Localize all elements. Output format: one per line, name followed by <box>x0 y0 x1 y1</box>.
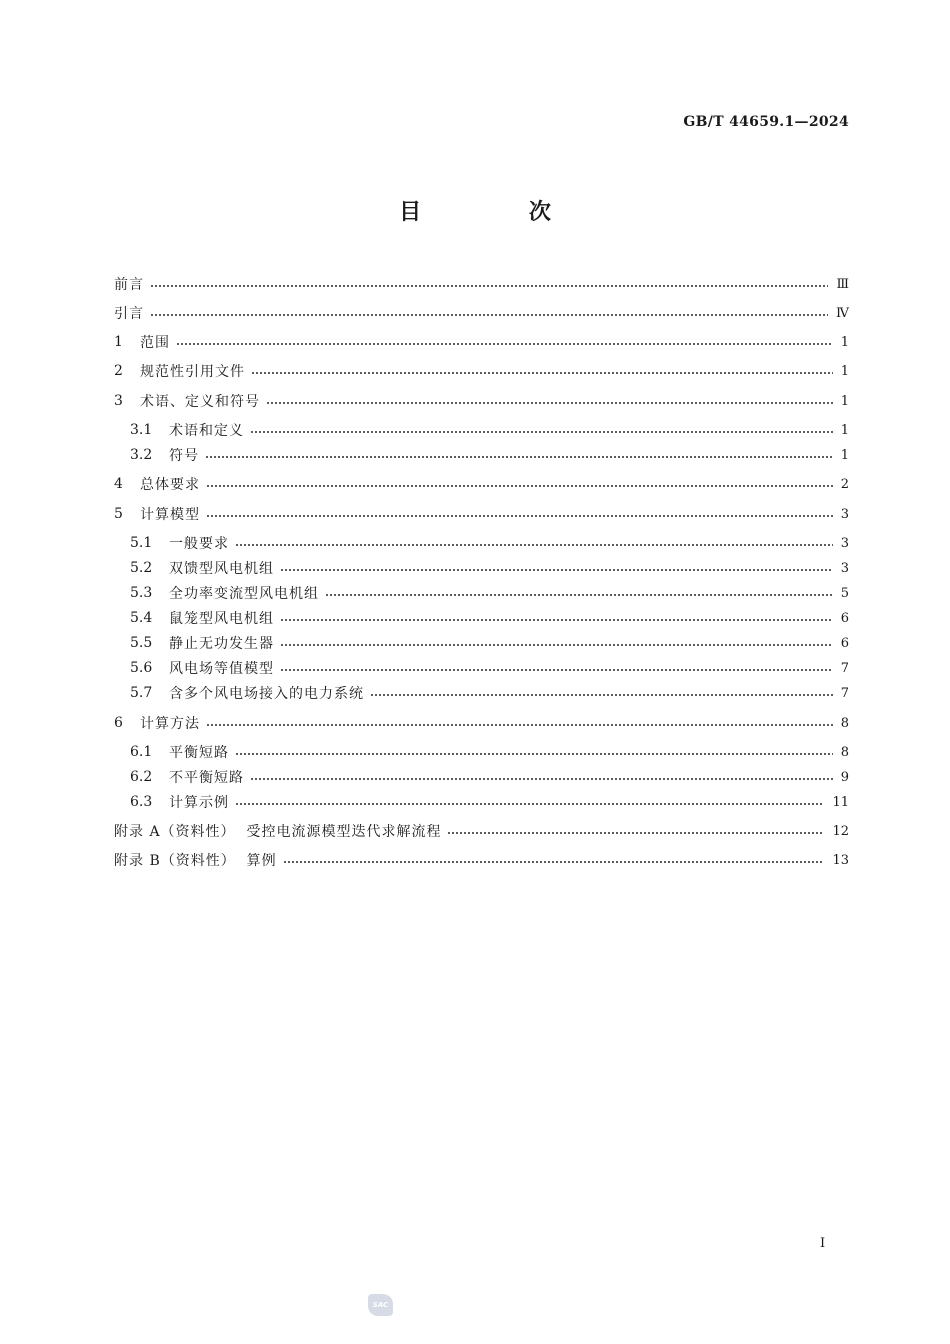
toc-entry-label: 总体要求 <box>140 477 200 493</box>
toc-entry-page: 13 <box>832 852 849 868</box>
toc-entry-label: 计算模型 <box>140 507 200 523</box>
toc-entry-label: 平衡短路 <box>169 745 229 761</box>
toc-entry-label: 附录 A（资料性） 受控电流源模型迭代求解流程 <box>114 824 442 840</box>
footer-page-number: I <box>820 1236 826 1251</box>
toc-entry-page: 7 <box>840 660 849 676</box>
toc-entry-page: 3 <box>840 535 849 551</box>
document-code: GB/T 44659.1—2024 <box>683 114 849 130</box>
toc-entry-label: 术语、定义和符号 <box>140 394 260 410</box>
toc-entry[interactable] <box>130 791 849 813</box>
toc-entry-number: 5.3 <box>130 585 153 601</box>
toc-leader-dots <box>176 343 833 345</box>
toc-entry-page: 1 <box>840 363 849 379</box>
toc-leader-dots <box>206 724 833 726</box>
toc-entry-label: 范围 <box>140 335 170 351</box>
toc-entry-page: 11 <box>832 794 849 810</box>
toc-entry[interactable] <box>114 820 849 842</box>
toc-entry[interactable] <box>114 503 849 525</box>
toc-entry[interactable] <box>130 582 849 604</box>
toc-entry[interactable] <box>114 302 849 324</box>
toc-entry-number: 5.6 <box>130 660 153 676</box>
toc-entry-label: 附录 B（资料性） 算例 <box>114 853 277 869</box>
toc-entry-label: 不平衡短路 <box>169 770 244 786</box>
sac-logo-icon <box>368 1294 393 1316</box>
toc-entry[interactable] <box>114 849 849 871</box>
toc-entry-number: 3 <box>114 393 123 409</box>
toc-entry[interactable] <box>130 444 849 466</box>
toc-entry-number: 6.3 <box>130 794 153 810</box>
toc-leader-dots <box>280 619 833 621</box>
toc-entry[interactable] <box>130 607 849 629</box>
toc-entry-label: 含多个风电场接入的电力系统 <box>169 686 364 702</box>
toc-entry[interactable] <box>130 557 849 579</box>
toc-entry[interactable] <box>114 712 849 734</box>
toc-entry-page: 1 <box>840 393 849 409</box>
toc-entry-number: 6.1 <box>130 744 153 760</box>
toc-leader-dots <box>250 431 833 433</box>
toc-entry-number: 5 <box>114 506 123 522</box>
toc-entry-number: 5.2 <box>130 560 153 576</box>
toc-leader-dots <box>447 832 824 834</box>
toc-entry[interactable] <box>130 632 849 654</box>
toc-entry-number: 5.5 <box>130 635 153 651</box>
toc-entry-label: 引言 <box>114 306 144 322</box>
toc-entry-page: 8 <box>840 744 849 760</box>
toc-entry-number: 2 <box>114 363 123 379</box>
toc-leader-dots <box>280 669 833 671</box>
toc-entry-page: 3 <box>840 506 849 522</box>
toc-entry-number: 5.4 <box>130 610 153 626</box>
toc-entry-label: 静止无功发生器 <box>169 636 274 652</box>
toc-entry[interactable] <box>114 331 849 353</box>
sac-logo-text: SAC <box>372 1301 389 1309</box>
toc-leader-dots <box>283 861 825 863</box>
toc-leader-dots <box>325 594 833 596</box>
toc-entry-number: 3.2 <box>130 447 153 463</box>
toc-entry-page: 7 <box>840 685 849 701</box>
toc-entry-number: 5.1 <box>130 535 153 551</box>
toc-entry-label: 风电场等值模型 <box>169 661 274 677</box>
toc-leader-dots <box>150 285 828 287</box>
toc-leader-dots <box>280 569 833 571</box>
toc-entry-number: 5.7 <box>130 685 153 701</box>
toc-leader-dots <box>150 314 828 316</box>
toc-leader-dots <box>370 694 833 696</box>
toc-entry-label: 计算示例 <box>169 795 229 811</box>
toc-entry-number: 4 <box>114 476 123 492</box>
toc-leader-dots <box>266 402 833 404</box>
toc-entry-number: 6 <box>114 715 123 731</box>
toc-entry-label: 一般要求 <box>169 536 229 552</box>
toc-entry-page: 6 <box>840 610 849 626</box>
toc-entry-label: 前言 <box>114 277 144 293</box>
toc-entry[interactable] <box>130 766 849 788</box>
toc-entry-page: 3 <box>840 560 849 576</box>
toc-entry-label: 双馈型风电机组 <box>169 561 274 577</box>
toc-entry-page: 9 <box>840 769 849 785</box>
toc-entry[interactable] <box>130 741 849 763</box>
toc-entry-number: 1 <box>114 334 123 350</box>
toc-entry-label: 计算方法 <box>140 716 200 732</box>
toc-entry-page: 1 <box>840 422 849 438</box>
toc-entry-label: 术语和定义 <box>169 423 244 439</box>
toc-entry[interactable] <box>114 360 849 382</box>
toc-leader-dots <box>251 372 833 374</box>
toc-entry-label: 规范性引用文件 <box>140 364 245 380</box>
toc-entry-page: 2 <box>840 476 849 492</box>
toc-entry[interactable] <box>114 273 849 295</box>
toc-entry-page: 6 <box>840 635 849 651</box>
toc-leader-dots <box>235 803 824 805</box>
toc-entry-page: Ⅲ <box>836 276 849 292</box>
toc-leader-dots <box>280 644 833 646</box>
toc-entry[interactable] <box>114 390 849 412</box>
toc-title: 目 次 <box>399 199 601 225</box>
toc-entry-number: 3.1 <box>130 422 153 438</box>
toc-leader-dots <box>235 753 833 755</box>
toc-entry[interactable] <box>130 657 849 679</box>
toc-leader-dots <box>205 456 833 458</box>
toc-leader-dots <box>206 485 833 487</box>
toc-entry-page: 1 <box>840 334 849 350</box>
toc-entry[interactable] <box>130 532 849 554</box>
toc-leader-dots <box>250 778 833 780</box>
toc-entry[interactable] <box>130 419 849 441</box>
toc-entry[interactable] <box>130 682 849 704</box>
toc-entry-page: 12 <box>832 823 849 839</box>
toc-entry-page: 5 <box>840 585 849 601</box>
toc-leader-dots <box>206 515 833 517</box>
toc-entry-label: 全功率变流型风电机组 <box>169 586 319 602</box>
toc-entry-page: 8 <box>840 715 849 731</box>
toc-entry-page: 1 <box>840 447 849 463</box>
toc-entry-label: 鼠笼型风电机组 <box>169 611 274 627</box>
toc-entry-label: 符号 <box>169 448 199 464</box>
toc-entry[interactable] <box>114 473 849 495</box>
toc-leader-dots <box>235 544 833 546</box>
toc-entry-page: Ⅳ <box>836 305 849 321</box>
toc-entry-number: 6.2 <box>130 769 153 785</box>
